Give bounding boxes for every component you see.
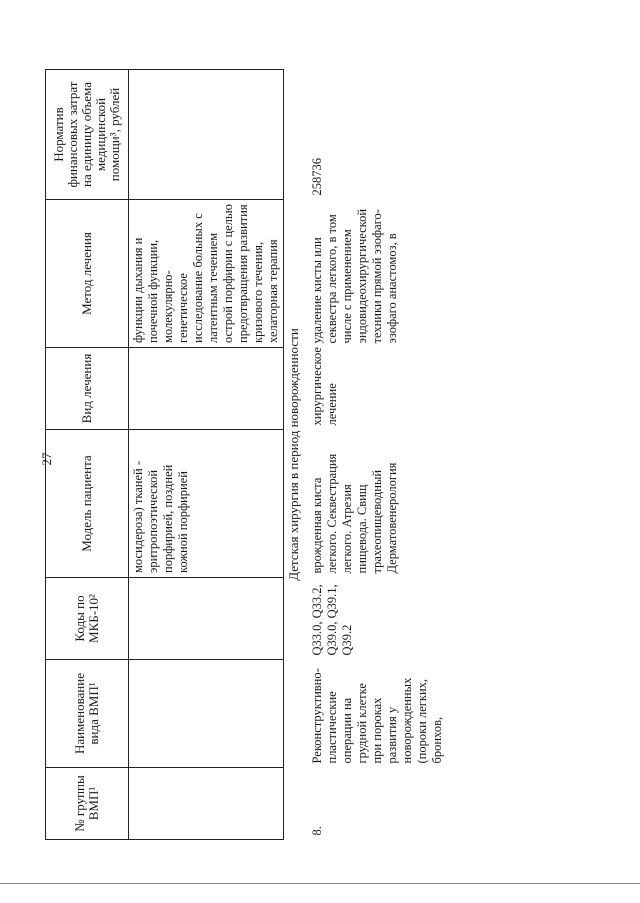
cell	[129, 70, 284, 200]
continuation-row	[129, 70, 284, 840]
header-method: Метод лечения	[46, 200, 129, 348]
page-number: 27	[39, 452, 54, 466]
continuation-method: функции дыхания и почечной функции, молекулярно-генетическое исследование больных с латентным течением острой порфирии с целью предотвращения развития кризового течения, хелаторная терапия	[129, 200, 284, 348]
header-norm: Норматив финансовых затрат на единицу объема медицинской помощи³, рублей	[46, 70, 129, 200]
header-codes: Коды по МКБ-10²	[46, 578, 129, 660]
header-row	[46, 70, 129, 840]
section-row	[284, 70, 309, 840]
scan-edge-line	[0, 883, 640, 884]
cell	[129, 660, 284, 768]
header-patient-model: Модель пациента	[46, 430, 129, 578]
cell	[129, 578, 284, 660]
cell	[129, 348, 284, 430]
row8-treatment-type: хирургическое лечение	[310, 347, 339, 426]
row8-name: Реконструктивно-пластические операции на грудной клетке при пороках развития у новорожденных (пороки легких, бронхов,	[310, 668, 444, 764]
header-treatment-type: Вид лечения	[46, 348, 129, 430]
row8-method: удаление кисты или секвестра легкого, в том числе с применением эндовидеохирургической техники прямой эзофаго-эзофаго анастомоз, в	[310, 208, 399, 344]
row8-patient-model: врожденная киста легкого. Секвестрация легкого. Атрезия пищевода. Свищ трахеопищеводный Дерматовенерология	[310, 453, 399, 574]
header-name: Наименование вида ВМП¹	[46, 660, 129, 768]
continuation-patient-model: мосидероза) тканей - эритропоэтической порфирией, поздней кожной порфирией	[129, 430, 284, 578]
table-row	[308, 70, 572, 840]
row8-group-no: 8.	[310, 826, 324, 836]
rotated-table-container	[45, 70, 585, 840]
vmp-table	[45, 69, 572, 840]
row8-codes: Q33.0, Q33.2, Q39.0, Q39.1, Q39.2	[310, 584, 354, 656]
header-group-no: № группы ВМП¹	[46, 768, 129, 840]
section-title: Детская хирургия в период новорожденности	[286, 328, 301, 581]
row8-norm: 258736	[310, 158, 324, 196]
cell	[129, 768, 284, 840]
